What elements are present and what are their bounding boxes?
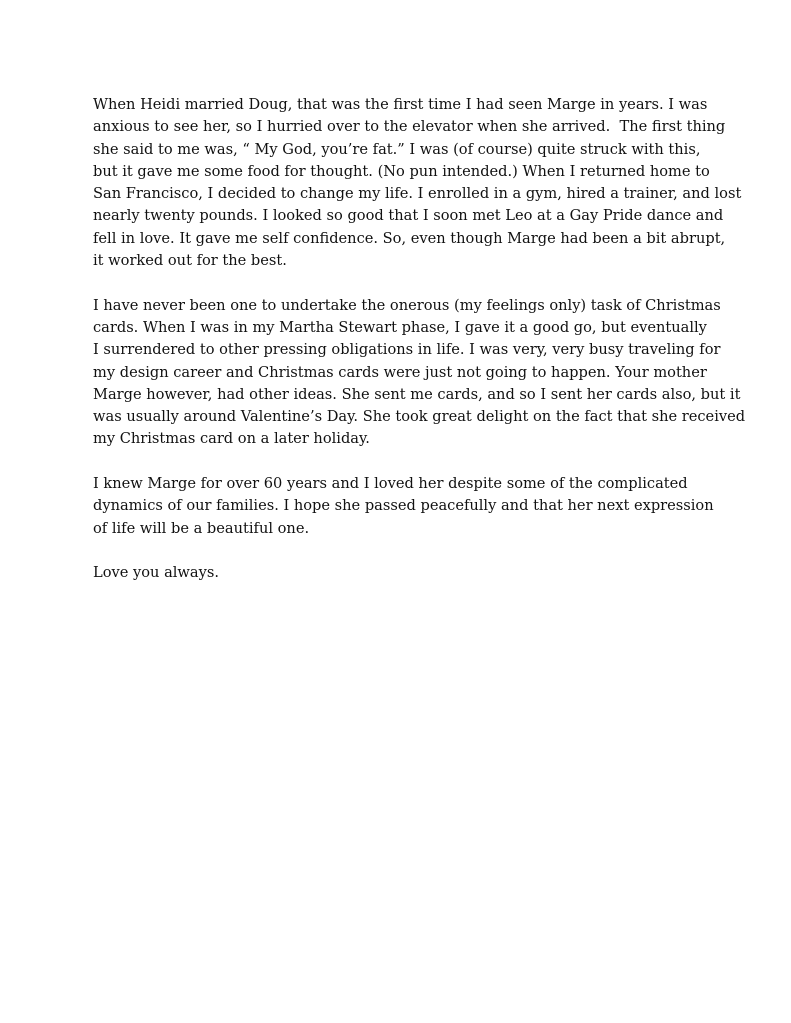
text-line: Marge however, had other ideas. She sent me cards, and so I sent her cards also, but it [93,385,741,403]
paragraph-closing [93,562,753,584]
text-line: nearly twenty pounds. I looked so good that I soon met Leo at a Gay Pride dance and [93,207,724,225]
text-line: San Francisco, I decided to change my life. I enrolled in a gym, hired a trainer, and lost [93,185,742,203]
text-line: cards. When I was in my Martha Stewart phase, I gave it a good go, but eventually [93,318,707,336]
text-line: it worked out for the best. [93,252,287,270]
text-line: my Christmas card on a later holiday. [93,430,370,448]
text-line: dynamics of our families. I hope she passed peacefully and that her next expression [93,497,714,515]
paragraph-elevator-story [93,94,753,272]
text-line: my design career and Christmas cards were just not going to happen. Your mother [93,363,707,381]
text-line: I surrendered to other pressing obligations in life. I was very, very busy traveling for [93,341,721,359]
text-line: I have never been one to undertake the onerous (my feelings only) task of Christmas [93,296,721,314]
text-line: of life will be a beautiful one. [93,519,310,537]
text-line: she said to me was, “ My God, you’re fat.” I was (of course) quite struck with this, [93,140,701,158]
text-line: but it gave me some food for thought. (No pun intended.) When I returned home to [93,162,710,180]
letter-page [93,94,753,607]
closing-line: Love you always. [93,564,219,582]
paragraph-christmas-cards [93,295,753,451]
text-line: When Heidi married Doug, that was the first time I had seen Marge in years. I was [93,96,708,113]
text-line: fell in love. It gave me self confidence. So, even though Marge had been a bit abrupt, [93,229,726,247]
paragraph-remembrance [93,473,753,540]
text-line: anxious to see her, so I hurried over to the elevator when she arrived. The first thing [93,118,726,136]
text-line: I knew Marge for over 60 years and I loved her despite some of the complicated [93,475,688,493]
text-line: was usually around Valentine’s Day. She took great delight on the fact that she received [93,408,746,426]
